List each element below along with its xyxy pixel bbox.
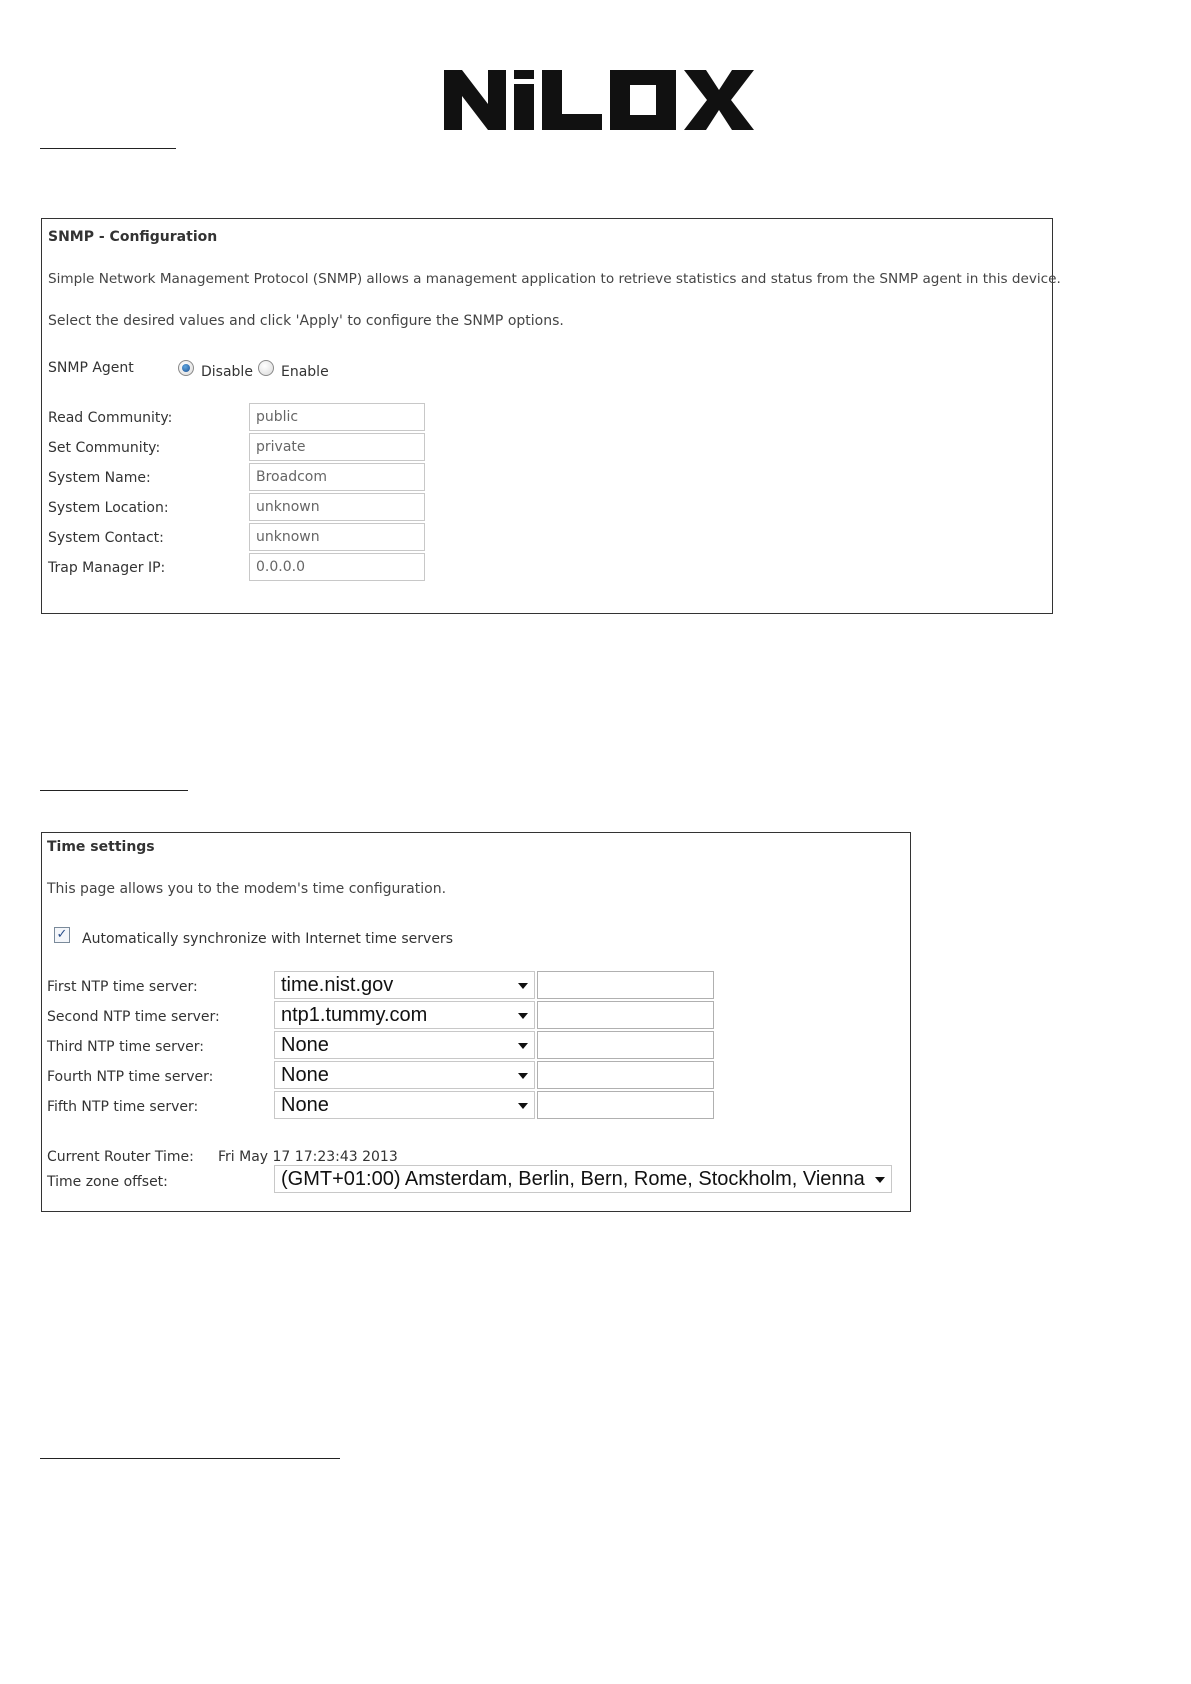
panel-title: SNMP - Configuration bbox=[48, 229, 218, 245]
section-underline-2 bbox=[40, 790, 188, 791]
disable-radio[interactable] bbox=[178, 360, 194, 376]
disable-label: Disable bbox=[201, 364, 253, 380]
snmp-description: Simple Network Management Protocol (SNMP) allows a management application to retrieve statistics and status from the SNMP agent in this device. bbox=[48, 271, 1061, 287]
router-time-value: Fri May 17 17:23:43 2013 bbox=[218, 1149, 398, 1165]
system-contact-field[interactable]: unknown bbox=[249, 523, 425, 551]
system-location-field[interactable]: unknown bbox=[249, 493, 425, 521]
read-community-field[interactable]: public bbox=[249, 403, 425, 431]
chevron-down-icon bbox=[518, 1013, 528, 1019]
chevron-down-icon bbox=[518, 1043, 528, 1049]
ntp-server-5-label: Fifth NTP time server: bbox=[47, 1099, 199, 1115]
chevron-down-icon bbox=[518, 983, 528, 989]
ntp-server-3-custom-input[interactable] bbox=[537, 1031, 714, 1059]
chevron-down-icon bbox=[518, 1103, 528, 1109]
ntp-server-1-select[interactable]: time.nist.gov bbox=[274, 971, 535, 999]
ntp-server-2-label: Second NTP time server: bbox=[47, 1009, 220, 1025]
ntp-server-4-label: Fourth NTP time server: bbox=[47, 1069, 214, 1085]
ntp-server-1-label: First NTP time server: bbox=[47, 979, 198, 995]
chevron-down-icon bbox=[518, 1073, 528, 1079]
ntp-server-4-custom-input[interactable] bbox=[537, 1061, 714, 1089]
ntp-server-2-custom-input[interactable] bbox=[537, 1001, 714, 1029]
system-location-label: System Location: bbox=[48, 500, 169, 516]
section-underline-1 bbox=[40, 148, 176, 149]
nilox-logo bbox=[444, 70, 754, 130]
set-community-field[interactable]: private bbox=[249, 433, 425, 461]
ntp-server-2-select[interactable]: ntp1.tummy.com bbox=[274, 1001, 535, 1029]
enable-radio[interactable] bbox=[258, 360, 274, 376]
ntp-server-4-select[interactable]: None bbox=[274, 1061, 535, 1089]
trap-manager-ip-field[interactable]: 0.0.0.0 bbox=[249, 553, 425, 581]
auto-sync-checkbox[interactable]: ✓ bbox=[54, 927, 70, 943]
system-contact-label: System Contact: bbox=[48, 530, 164, 546]
read-community-label: Read Community: bbox=[48, 410, 173, 426]
timezone-label: Time zone offset: bbox=[47, 1174, 168, 1190]
chevron-down-icon bbox=[875, 1177, 885, 1183]
snmp-instruction: Select the desired values and click 'Apply' to configure the SNMP options. bbox=[48, 313, 564, 329]
system-name-field[interactable]: Broadcom bbox=[249, 463, 425, 491]
ntp-server-5-custom-input[interactable] bbox=[537, 1091, 714, 1119]
ntp-server-1-custom-input[interactable] bbox=[537, 971, 714, 999]
system-name-label: System Name: bbox=[48, 470, 151, 486]
router-time-label: Current Router Time: bbox=[47, 1149, 194, 1165]
time-settings-panel bbox=[41, 832, 911, 1212]
time-description: This page allows you to the modem's time configuration. bbox=[47, 881, 447, 897]
ntp-server-5-select[interactable]: None bbox=[274, 1091, 535, 1119]
auto-sync-label: Automatically synchronize with Internet time servers bbox=[82, 931, 453, 947]
enable-label: Enable bbox=[281, 364, 329, 380]
snmp-configuration-panel bbox=[41, 218, 1061, 614]
snmp-agent-label: SNMP Agent bbox=[48, 360, 134, 376]
ntp-server-3-select[interactable]: None bbox=[274, 1031, 535, 1059]
set-community-label: Set Community: bbox=[48, 440, 161, 456]
ntp-server-3-label: Third NTP time server: bbox=[47, 1039, 204, 1055]
section-underline-3 bbox=[40, 1458, 340, 1459]
timezone-select[interactable]: (GMT+01:00) Amsterdam, Berlin, Bern, Rome, Stockholm, Vienna bbox=[274, 1165, 892, 1193]
panel-title: Time settings bbox=[47, 839, 155, 855]
trap-manager-ip-label: Trap Manager IP: bbox=[48, 560, 166, 576]
